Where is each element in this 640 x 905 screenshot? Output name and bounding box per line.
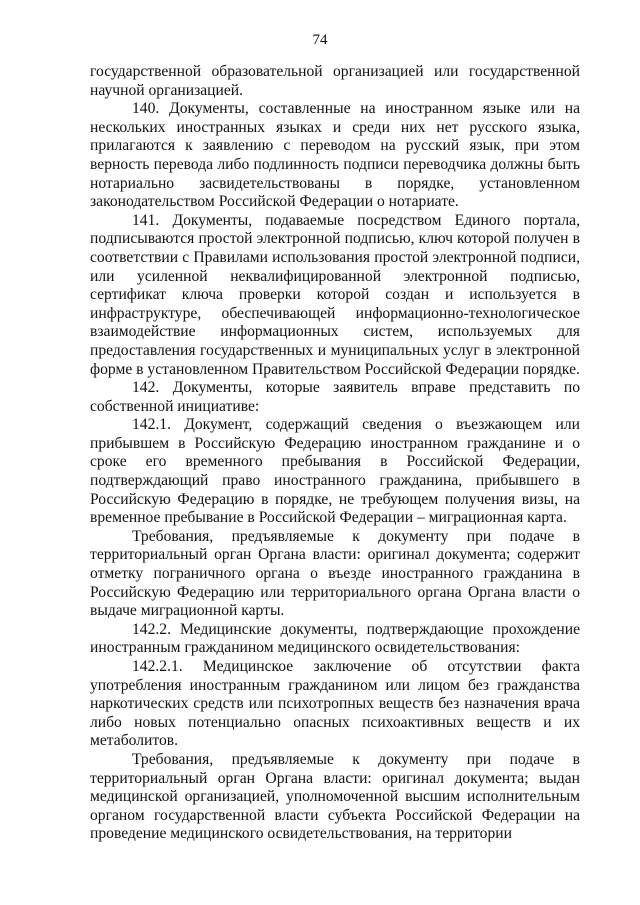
- paragraph-140: 140. Документы, составленные на иностранном языке или на нескольких иностранных языках и среди них нет русского языка, прилагаются к заявлению с переводом на русский язык, при этом верность перевода либо подлинность подписи переводчика должны быть нотариально засвидетельствованы в порядке, установленном законодательством Российской Федерации о нотариате.: [90, 100, 580, 211]
- paragraph-142-2-1: 142.2.1. Медицинское заключение об отсутствии факта употребления иностранным гражданином или лицом без гражданства наркотических средств или психотропных веществ без назначения врача либо новых потенциально опасных психоактивных веществ и их метаболитов.: [90, 658, 580, 750]
- paragraph-142-2: 142.2. Медицинские документы, подтверждающие прохождение иностранным гражданином медицинского освидетельствования:: [90, 620, 580, 657]
- paragraph-142-1: 142.1. Документ, содержащий сведения о въезжающем или прибывшем в Российскую Федерацию иностранном гражданине и о сроке его временного пребывания в Российской Федерации, подтверждающий право иностранного гражданина, прибывшего в Российскую Федерацию в порядке, не требующем получения визы, на временное пребывание в Российской Федерации – миграционная карта.: [90, 416, 580, 527]
- paragraph-continuation: государственной образовательной организацией или государственной научной организацией.: [90, 63, 580, 99]
- paragraph-141: 141. Документы, подаваемые посредством Единого портала, подписываются простой электронной подписью, ключ которой получен в соответствии с Правилами использования простой электронной подписи, или усиленной неквалифицированной электронной подписью, сертификат ключа проверки которой создан и используется в инфраструктуре, обеспечивающей информационно-технологическое взаимодействие информационных систем, используемых для предоставления государственных и муниципальных услуг в электронной форме в установленном Правительством Российской Федерации порядке.: [90, 211, 580, 378]
- paragraph-142-2-1-requirements: Требования, предъявляемые к документу при подаче в территориальный орган Органа власти: оригинал документа; выдан медицинской организацией, уполномоченной высшим исполнительным органом государственной власти субъекта Российской Федерации на проведение медицинского освидетельствования, на территории: [90, 750, 580, 843]
- page-number: 74: [312, 32, 328, 48]
- paragraph-142-1-requirements: Требования, предъявляемые к документу при подаче в территориальный орган Органа власти: оригинал документа; содержит отметку пограничного органа о въезде иностранного гражданина в Российскую Федерацию или территориального органа Органа власти о выдаче миграционной карты.: [90, 527, 580, 620]
- paragraph-142: 142. Документы, которые заявитель вправе представить по собственной инициативе:: [90, 379, 580, 415]
- document-body: [90, 63, 580, 844]
